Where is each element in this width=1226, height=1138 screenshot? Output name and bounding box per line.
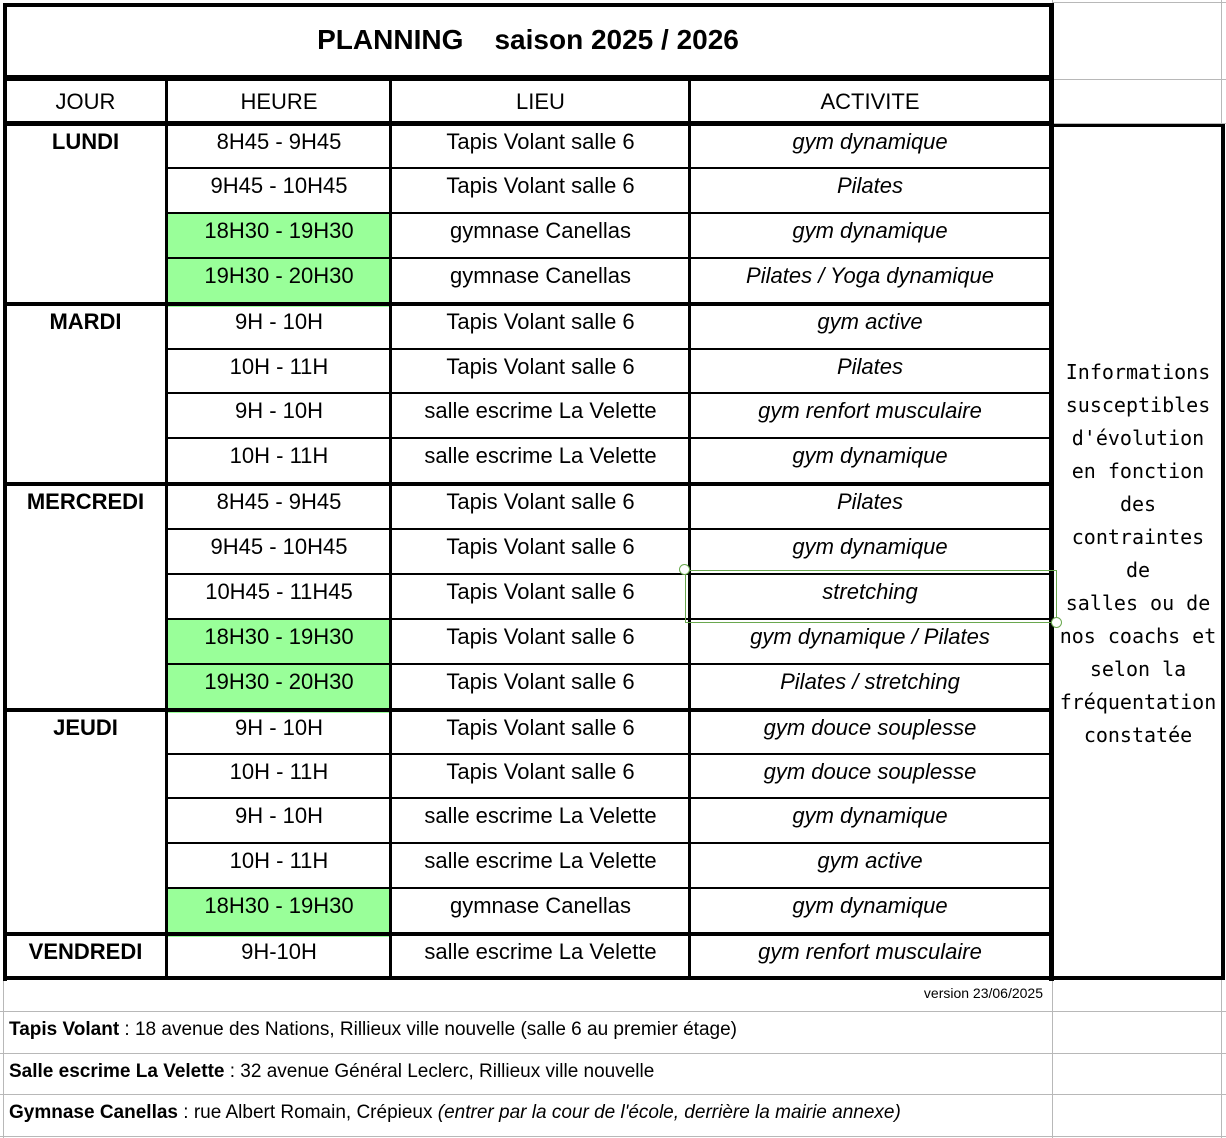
side-note-line: Informations [1065,360,1211,384]
day-cell [6,575,165,622]
activity-cell: Pilates [836,489,904,514]
side-note-line: fréquentation [1059,690,1217,714]
day-cell [6,394,165,441]
border-line [3,3,7,981]
address-tapis-volant [9,1019,737,1041]
day-cell [6,665,165,713]
activity-cell: gym dynamique [792,803,948,828]
day-cell [6,620,165,667]
border-line [165,257,1051,259]
day-cell: MERCREDI [26,489,145,514]
border-line [3,932,1054,936]
page-title: PLANNING saison 2025 / 2026 [317,24,739,55]
address-note: (entrer par la cour de l'école, derrière la mairie annexe) [437,1102,901,1123]
place-cell: Tapis Volant salle 6 [446,354,635,379]
border-line [165,842,1051,844]
time-cell: 9H45 - 10H45 [210,534,348,559]
activity-cell: gym active [817,309,923,334]
time-cell: 10H - 11H [229,354,329,379]
activity-cell: gym dynamique [792,129,948,154]
time-cell: 9H - 10H [234,715,324,740]
time-cell: 10H - 11H [229,848,329,873]
border-line [3,708,1054,712]
activity-cell: gym dynamique [792,218,948,243]
place-cell: gymnase Canellas [450,263,631,288]
place-cell: Tapis Volant salle 6 [446,669,635,694]
place-cell: salle escrime La Velette [424,803,657,828]
time-cell: 8H45 - 9H45 [216,129,342,154]
selection-handle-top-left[interactable] [679,564,690,575]
place-cell: Tapis Volant salle 6 [446,579,635,604]
place-cell: Tapis Volant salle 6 [446,715,635,740]
place-cell: Tapis Volant salle 6 [446,624,635,649]
side-note-line: constatée [1083,723,1193,747]
border-line [165,212,1051,214]
border-line [688,81,691,980]
day-cell [6,530,165,577]
place-cell: Tapis Volant salle 6 [446,534,635,559]
activity-cell: gym active [817,848,923,873]
time-cell: 18H30 - 19H30 [168,889,390,937]
border-line [1049,3,1054,981]
border-line [165,392,1051,394]
address-text: : rue Albert Romain, Crépieux [177,1102,438,1123]
side-note-line: de [1125,558,1151,582]
side-note [1054,356,1222,752]
border-line [165,348,1051,350]
border-line [165,663,1051,665]
day-cell [6,755,165,801]
place-cell: gymnase Canellas [450,893,631,918]
time-cell: 10H - 11H [229,759,329,784]
border-line [165,437,1051,439]
place-cell: Tapis Volant salle 6 [446,309,635,334]
activity-cell: Pilates / stretching [780,669,960,694]
activity-cell: gym dynamique [792,443,948,468]
time-cell: 9H - 10H [234,309,324,334]
day-cell [6,259,165,307]
border-line [1052,124,1225,127]
time-cell: 9H - 10H [234,398,324,423]
time-cell: 19H30 - 20H30 [168,259,390,307]
activity-cell: gym dynamique [792,893,948,918]
side-note-line: selon la [1089,657,1187,681]
border-line [165,81,168,980]
activity-cell: gym renfort musculaire [758,398,982,423]
place-cell: Tapis Volant salle 6 [446,173,635,198]
day-cell: VENDREDI [28,939,143,964]
place-cell: Tapis Volant salle 6 [446,129,635,154]
header-activite: ACTIVITE [820,89,920,114]
day-cell [6,350,165,396]
cell-selection[interactable] [685,570,1057,623]
time-cell: 19H30 - 20H30 [168,665,390,713]
place-cell: salle escrime La Velette [424,939,657,964]
time-cell: 18H30 - 19H30 [168,214,390,261]
day-cell: LUNDI [51,129,120,154]
day-cell [6,214,165,261]
time-cell: 9H-10H [241,939,317,964]
day-cell [6,889,165,937]
place-cell: Tapis Volant salle 6 [446,759,635,784]
place-cell: salle escrime La Velette [424,848,657,873]
address-name: Gymnase Canellas [9,1102,178,1123]
border-line [3,302,1054,306]
activity-cell: gym dynamique [792,534,948,559]
address-name: Tapis Volant [9,1019,120,1040]
border-line [165,797,1051,799]
border-line [3,976,1054,980]
address-text: : 32 avenue Général Leclerc, Rillieux ville nouvelle [224,1061,655,1082]
day-cell [6,169,165,216]
activity-cell: gym douce souplesse [763,759,977,784]
place-cell: salle escrime La Velette [424,443,657,468]
side-note-line: nos coachs et [1059,624,1217,648]
time-cell: 9H - 10H [234,803,324,828]
address-text: : 18 avenue des Nations, Rillieux ville nouvelle (salle 6 au premier étage) [119,1019,737,1040]
address-gymnase-canellas [9,1102,901,1124]
side-note-line: d'évolution [1071,426,1205,450]
border-line [3,482,1054,486]
border-line [1052,976,1225,980]
time-cell: 10H45 - 11H45 [205,579,353,604]
side-note-line: en fonction [1071,459,1205,483]
day-cell [6,799,165,846]
side-note-line: contraintes [1071,525,1205,549]
day-cell [6,844,165,891]
activity-cell: Pilates [836,173,904,198]
activity-cell: gym douce souplesse [763,715,977,740]
time-cell: 9H45 - 10H45 [210,173,348,198]
side-note-line: des [1119,492,1157,516]
activity-cell: Pilates [836,354,904,379]
day-cell [6,439,165,487]
version-label: version 23/06/2025 [923,985,1043,1001]
header-jour: JOUR [55,89,116,114]
activity-cell: gym dynamique / Pilates [750,624,990,649]
border-line [3,79,1054,81]
place-cell: gymnase Canellas [450,218,631,243]
border-line [165,528,1051,530]
activity-cell: gym renfort musculaire [758,939,982,964]
side-note-line: susceptibles [1065,393,1211,417]
day-cell: JEUDI [53,715,118,740]
address-name: Salle escrime La Velette [9,1061,225,1082]
time-cell: 10H - 11H [229,443,329,468]
header-heure: HEURE [240,89,318,114]
time-cell: 18H30 - 19H30 [168,620,390,667]
side-note-line: salles ou de [1065,591,1211,615]
day-cell: MARDI [49,309,122,334]
border-line [165,753,1051,755]
border-line [3,121,1054,126]
border-line [3,3,1054,7]
selection-handle-bottom-right[interactable] [1051,617,1062,628]
activity-cell: stretching [822,579,918,604]
header-lieu: LIEU [516,89,565,114]
time-cell: 8H45 - 9H45 [216,489,342,514]
address-salle-escrime [9,1061,654,1083]
activity-cell: Pilates / Yoga dynamique [746,263,994,288]
border-line [1221,124,1225,980]
place-cell: Tapis Volant salle 6 [446,489,635,514]
border-line [389,81,392,980]
border-line [165,167,1051,169]
place-cell: salle escrime La Velette [424,398,657,423]
border-line [165,887,1051,889]
